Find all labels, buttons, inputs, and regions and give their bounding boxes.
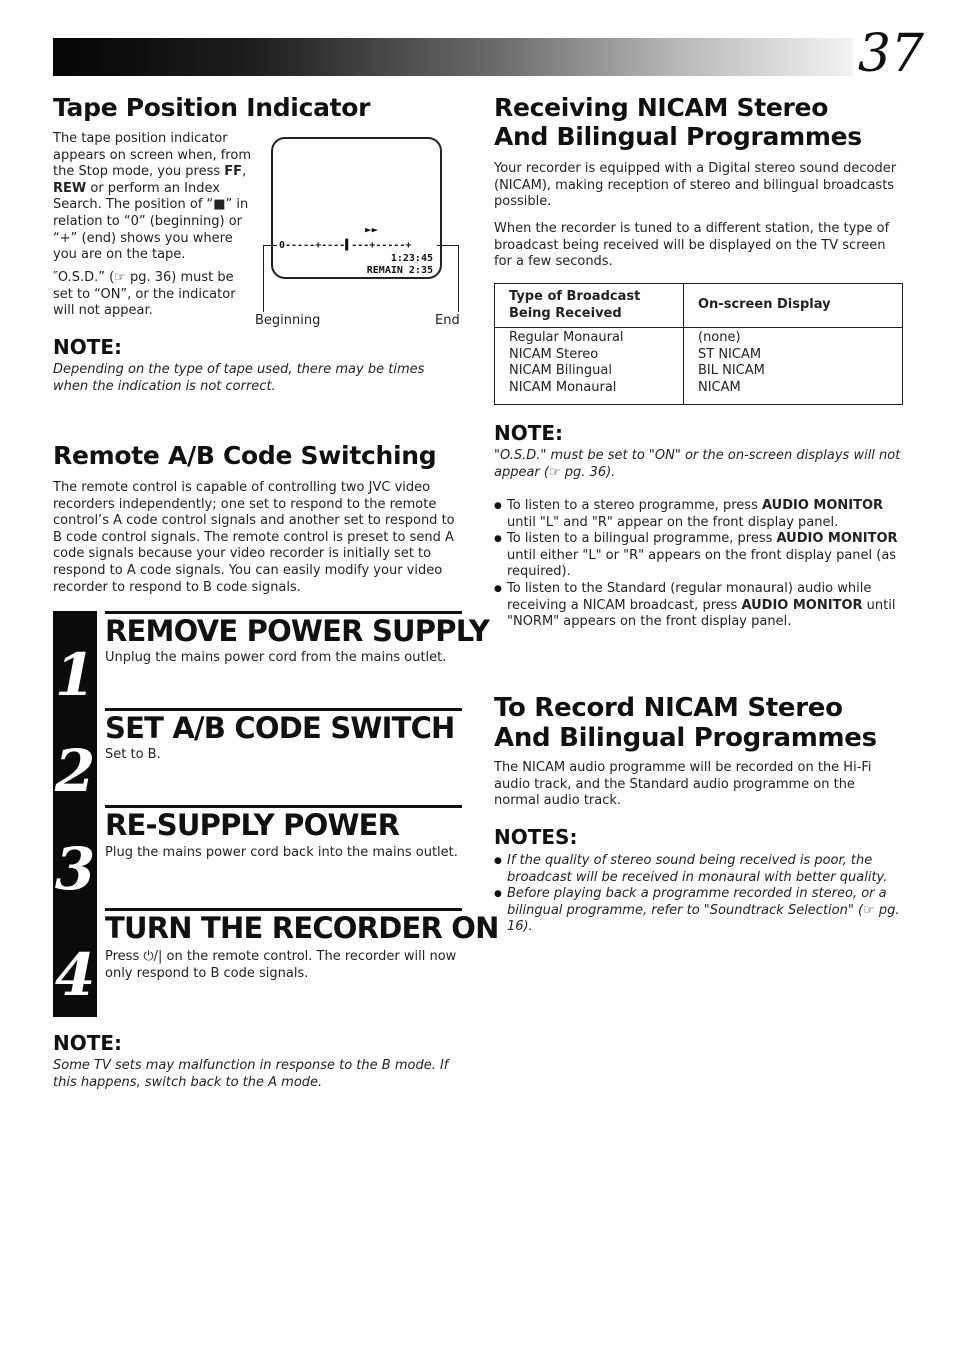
table-cell: Regular Monaural [509,330,624,345]
table-cell: NICAM Bilingual [509,363,612,379]
list-item: ● Before playing back a programme recorded in stereo, or a bilingual programme, refer to "Soundtrack Selection" (☞ pg. 16). [494,886,906,936]
tape-position-body: The tape position indicator appears on screen when, from the Stop mode, you press FF, REW or perform an Index Search. The position of “■” in relation to “0” (beginning) or “+” (end) shows you where you are on the tape. [53,131,251,263]
table-cell: NICAM Stereo [509,346,599,362]
table-cell: NICAM [698,379,741,395]
table-cell: BIL NICAM [698,363,765,379]
reference-hand-icon: ☞ [863,902,875,918]
step-1-text: Unplug the mains power cord from the mains outlet. [105,650,447,665]
tape-note-heading: NOTE: [53,335,123,359]
step-number-1: 1 [54,641,96,709]
remote-note-text: Some TV sets may malfunction in response to the B mode. If this happens, switch back to the A mode. [53,1058,449,1090]
step-2-title: SET A/B CODE SWITCH [105,711,455,745]
table-header-display: On-screen Display [684,284,903,328]
reference-hand-icon: ☞ [548,464,561,480]
display-values-cell [684,328,903,405]
tape-remain-time: REMAIN 2:35 [366,265,433,276]
list-item: ● To listen to the Standard (regular monaural) audio while receiving a NICAM broadcast, press AUDIO MONITOR until "NORM" appears on the front display panel. [494,581,904,631]
step-4-text: Press ⏻/| on the remote control. The recorder will now only respond to B code signals. [105,949,457,981]
step-3-text: Plug the mains power cord back into the mains outlet. [105,845,458,860]
receiving-title: Receiving NICAM Stereo And Bilingual Programmes [494,93,862,151]
step-number-2: 2 [54,737,96,805]
step-3-title: RE-SUPPLY POWER [105,808,400,842]
tape-position-title: Tape Position Indicator [53,93,371,122]
table-cell: ST NICAM [698,346,762,362]
end-pointer-line [458,245,459,312]
page-number: 37 [857,24,924,84]
beginning-pointer-line [263,245,264,312]
tape-position-scale: 0-----+----▌---+-----+ [279,240,412,251]
step-4-title: TURN THE RECORDER ON [105,911,499,945]
record-title: To Record NICAM Stereo And Bilingual Programmes [494,693,877,753]
receiving-note-heading: NOTE: [494,421,564,445]
end-label: End [435,313,460,328]
audio-monitor-instructions [494,498,904,631]
step-number-3: 3 [54,835,96,903]
fast-forward-icon: ►► [365,223,379,236]
reference-hand-icon: ☞ [114,270,126,285]
table-cell: NICAM Monaural [509,379,617,395]
remote-note-heading: NOTE: [53,1031,123,1055]
receiving-para-1: Your recorder is equipped with a Digital stereo sound decoder (NICAM), making reception of stereo and bilingual broadcasts possible. [494,161,897,210]
tape-note-text: Depending on the type of tape used, there may be times when the indication is not correct. [53,362,425,394]
osd-requirement-text: ″O.S.D.” (☞ pg. 36) must be set to “ON”, or the indicator will not appear. [53,270,236,319]
record-notes-heading: NOTES: [494,825,578,849]
power-button-icon: ⏻/| [143,949,163,964]
record-body: The NICAM audio programme will be recorded on the Hi-Fi audio track, and the Standard audio programme on the normal audio track. [494,760,872,809]
table-header-type: Type of Broadcast Being Received [495,284,684,328]
receiving-note-text: "O.S.D." must be set to "ON" or the on-screen displays will not appear (☞ pg. 36). [494,448,901,480]
tape-time-counter: 1:23:45 [390,253,433,264]
table-header-row [495,284,903,328]
beginning-pointer-tick [263,245,277,246]
table-body-row [495,328,903,405]
end-pointer-tick [437,245,458,246]
step-1-title: REMOVE POWER SUPPLY [105,614,490,648]
remote-ab-title: Remote A/B Code Switching [53,441,437,470]
broadcast-types-cell [495,328,684,405]
record-notes-list [494,853,906,936]
beginning-label: Beginning [255,313,321,328]
receiving-para-2: When the recorder is tuned to a different station, the type of broadcast being received will be displayed on the TV screen for a few seconds. [494,221,890,270]
header-bar [53,38,853,76]
table-cell: (none) [698,330,741,345]
step-2-text: Set to B. [105,747,161,762]
list-item: ● If the quality of stereo sound being received is poor, the broadcast will be received in monaural with better quality. [494,853,906,886]
list-item: ● To listen to a bilingual programme, press AUDIO MONITOR until either "L" or "R" appears on the front display panel (as required). [494,531,904,581]
list-item: ● To listen to a stereo programme, press AUDIO MONITOR until "L" and "R" appear on the front display panel. [494,498,904,531]
remote-ab-body: The remote control is capable of controlling two JVC video recorders independently; one set to respond to the remote control’s A code control signals and another set to respond to B code control signals. The remote control is preset to send A code signals because your video recorder is initially set to respond to A code signals. You can easily modify your video recorder to respond to B code signals. [53,480,455,595]
broadcast-type-table [494,283,903,405]
step-number-4: 4 [54,941,96,1009]
